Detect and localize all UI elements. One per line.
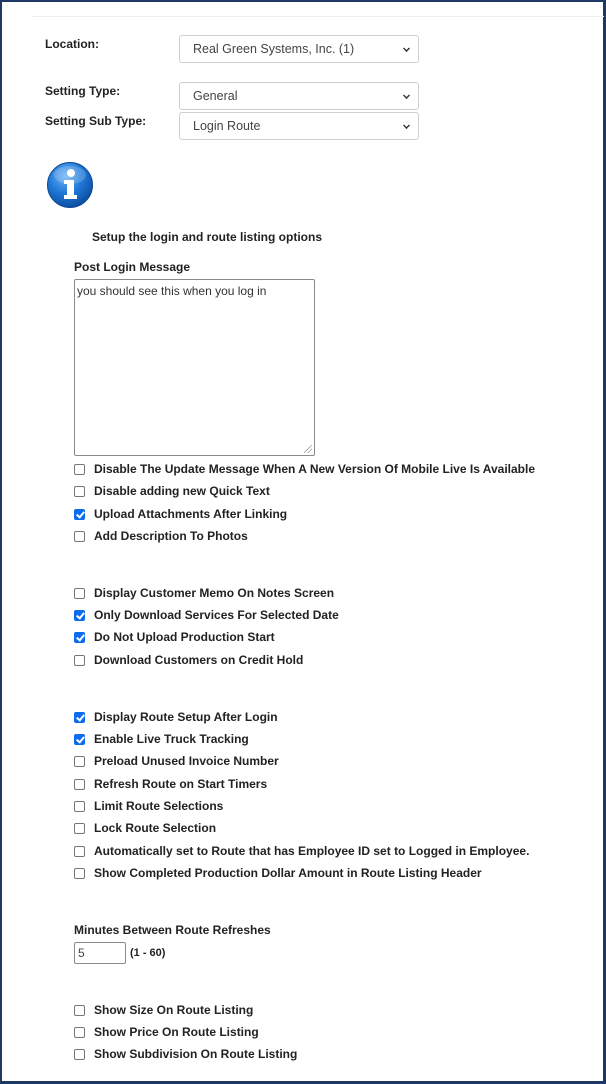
checkbox-enable-live-truck-tracking[interactable] (74, 731, 249, 747)
checkbox-show-completed-production-dollar[interactable] (74, 865, 482, 881)
checkbox[interactable] (74, 756, 85, 767)
checkbox-label: Disable adding new Quick Text (94, 484, 270, 498)
checkbox-limit-route-selections[interactable] (74, 798, 223, 814)
setting-sub-type-select[interactable] (179, 112, 419, 140)
checkbox-label: Upload Attachments After Linking (94, 507, 288, 521)
info-icon (46, 161, 94, 209)
checkbox-show-size-route-listing[interactable] (74, 1002, 253, 1018)
checkbox-label: Automatically set to Route that has Employee ID set to Logged in Employee. (94, 844, 530, 858)
setting-sub-type-label: Setting Sub Type: (45, 114, 147, 128)
divider (32, 16, 604, 17)
checkbox[interactable] (74, 588, 85, 599)
route-refresh-range-hint: (1 - 60) (130, 947, 166, 959)
checkbox[interactable] (74, 734, 85, 745)
checkbox-label: Show Completed Production Dollar Amount in Route Listing Header (94, 866, 482, 880)
checkbox-preload-invoice-number[interactable] (74, 753, 279, 769)
checkbox-lock-route-selection[interactable] (74, 820, 216, 836)
checkbox[interactable] (74, 531, 85, 542)
chevron-down-icon (403, 122, 410, 129)
location-select[interactable] (179, 35, 419, 63)
checkbox-label: Do Not Upload Production Start (94, 630, 275, 644)
checkbox-label: Show Size On Route Listing (94, 1003, 254, 1017)
setting-type-select-value: General (193, 89, 238, 103)
checkbox-download-credit-hold[interactable] (74, 652, 303, 668)
checkbox-disable-update-message[interactable] (74, 461, 535, 477)
checkbox[interactable] (74, 610, 85, 621)
checkbox-display-customer-memo[interactable] (74, 585, 334, 601)
checkbox-label: Show Subdivision On Route Listing (94, 1047, 298, 1061)
location-select-value: Real Green Systems, Inc. (1) (193, 42, 355, 56)
checkbox-refresh-route-start-timers[interactable] (74, 776, 267, 792)
checkbox[interactable] (74, 779, 85, 790)
intro-text: Setup the login and route listing options (92, 230, 322, 244)
checkbox-label: Only Download Services For Selected Date (94, 608, 339, 622)
checkbox-only-download-services[interactable] (74, 607, 339, 623)
post-login-message-value: you should see this when you log in (77, 284, 267, 298)
checkbox[interactable] (74, 712, 85, 723)
chevron-down-icon (403, 92, 410, 99)
checkbox[interactable] (74, 1027, 85, 1038)
checkbox-display-route-setup[interactable] (74, 709, 278, 725)
checkbox[interactable] (74, 655, 85, 666)
checkbox-show-subdivision-route-listing[interactable] (74, 1046, 297, 1062)
checkbox-label: Preload Unused Invoice Number (94, 754, 279, 768)
chevron-down-icon (403, 45, 410, 52)
checkbox[interactable] (74, 823, 85, 834)
checkbox[interactable] (74, 509, 85, 520)
checkbox-add-description-photos[interactable] (74, 528, 248, 544)
checkbox-do-not-upload-production-start[interactable] (74, 629, 275, 645)
checkbox[interactable] (74, 1049, 85, 1060)
checkbox-auto-set-route-employee[interactable] (74, 843, 529, 859)
checkbox[interactable] (74, 1005, 85, 1016)
resize-handle-icon[interactable] (304, 445, 312, 453)
checkbox-label: Add Description To Photos (94, 529, 248, 543)
checkbox[interactable] (74, 868, 85, 879)
checkbox-label: Disable The Update Message When A New Version Of Mobile Live Is Available (94, 462, 536, 476)
post-login-message-label: Post Login Message (74, 260, 191, 274)
checkbox[interactable] (74, 464, 85, 475)
setting-sub-type-select-value: Login Route (193, 119, 261, 133)
checkbox-label: Show Price On Route Listing (94, 1025, 259, 1039)
checkbox[interactable] (74, 486, 85, 497)
checkbox[interactable] (74, 632, 85, 643)
checkbox-show-price-route-listing[interactable] (74, 1024, 259, 1040)
route-refresh-label: Minutes Between Route Refreshes (74, 923, 271, 937)
checkbox-label: Display Customer Memo On Notes Screen (94, 586, 335, 600)
setting-type-label: Setting Type: (45, 84, 121, 98)
setting-type-select[interactable] (179, 82, 419, 110)
checkbox-label: Refresh Route on Start Timers (94, 777, 268, 791)
route-refresh-minutes-input[interactable]: 5 (74, 942, 126, 964)
checkbox-label: Download Customers on Credit Hold (94, 653, 304, 667)
checkbox[interactable] (74, 846, 85, 857)
checkbox-label: Lock Route Selection (94, 821, 217, 835)
checkbox-label: Enable Live Truck Tracking (94, 732, 249, 746)
checkbox-label: Limit Route Selections (94, 799, 224, 813)
post-login-message-textarea[interactable] (74, 279, 315, 456)
checkbox[interactable] (74, 801, 85, 812)
location-label: Location: (45, 37, 99, 51)
checkbox-disable-quick-text[interactable] (74, 483, 270, 499)
checkbox-upload-attachments[interactable] (74, 506, 287, 522)
checkbox-label: Display Route Setup After Login (94, 710, 278, 724)
